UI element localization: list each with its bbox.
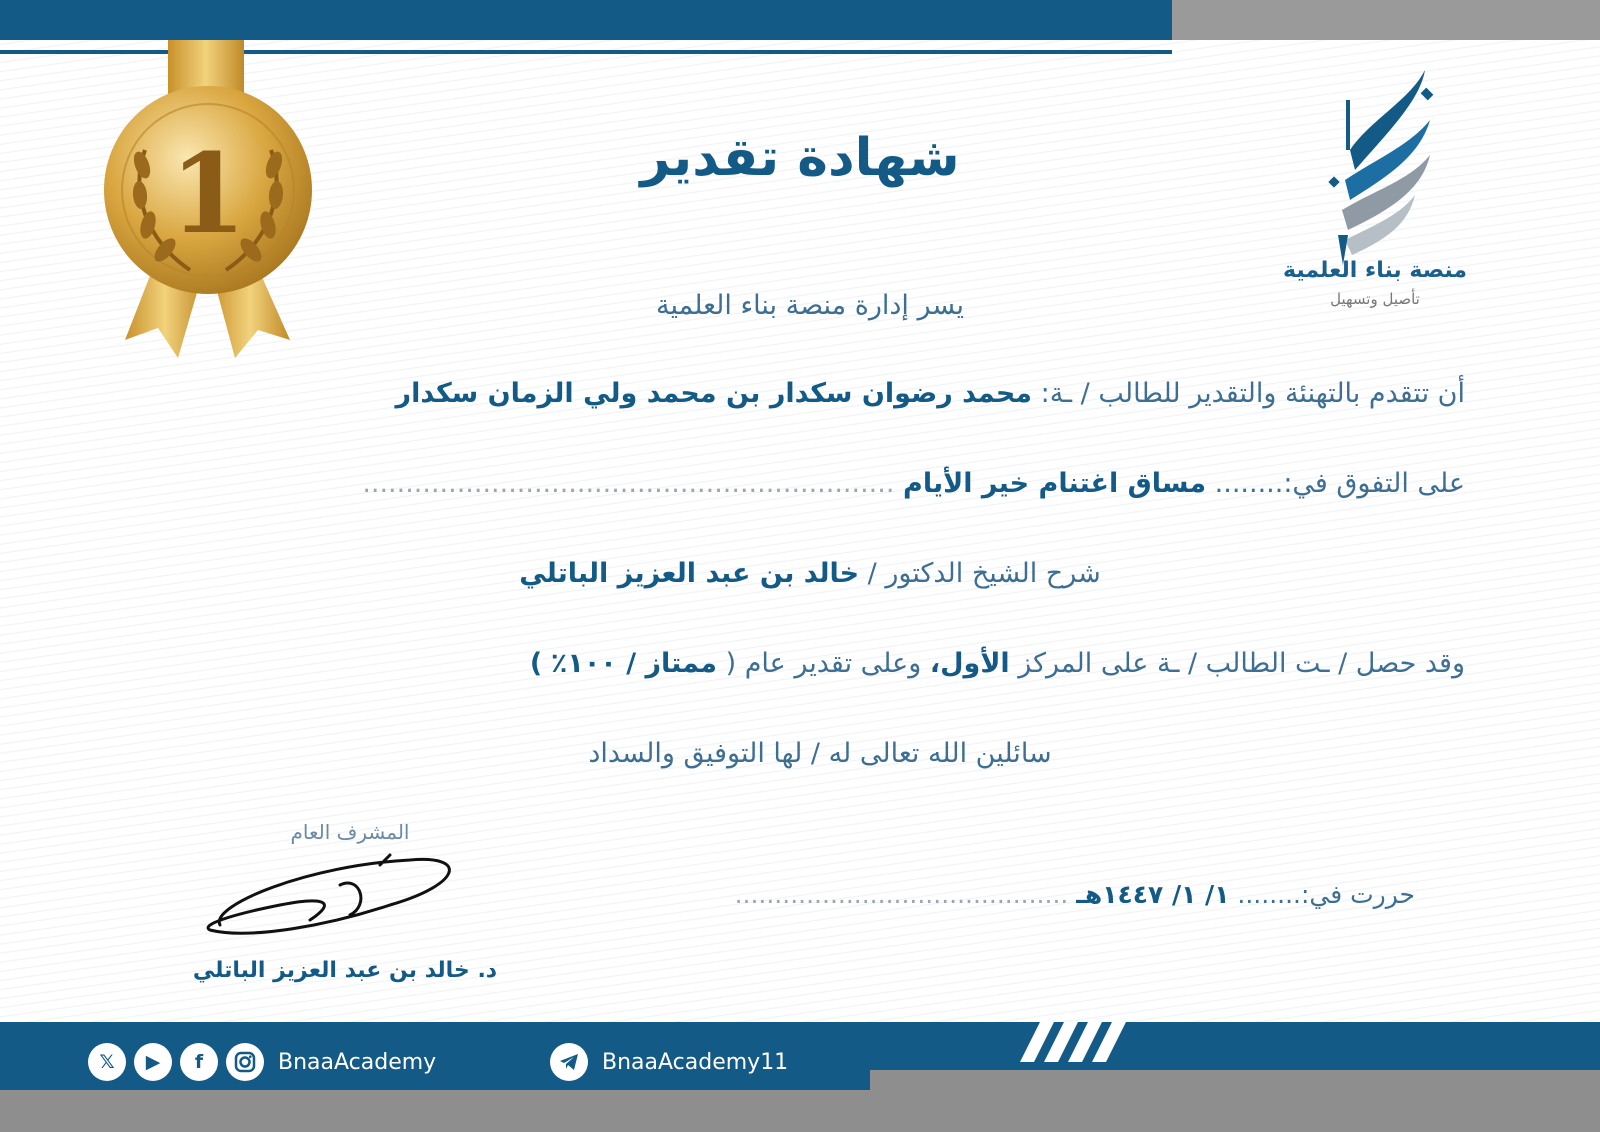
youtube-icon[interactable]: ▶	[134, 1043, 172, 1081]
telegram-icon[interactable]	[550, 1043, 588, 1081]
sheikh-prefix: شرح الشيخ الدكتور /	[867, 558, 1101, 589]
subject-prefix: على التفوق في:........	[1214, 468, 1465, 499]
grade-prefix: وقد حصل / ـت الطالب / ـة على المركز	[1018, 648, 1465, 679]
sheikh-name: خالد بن عبد العزيز الباتلي	[519, 558, 860, 589]
grade-value: ممتاز / ١٠٠٪	[550, 648, 717, 679]
supervisor-name: د. خالد بن عبد العزيز الباتلي	[192, 958, 498, 983]
footer-stripes-icon	[1020, 1022, 1130, 1072]
student-name: محمد رضوان سكدار بن محمد ولي الزمان سكدار	[395, 378, 1033, 409]
wish-line: سائلين الله تعالى له / لها التوفيق والسداد	[588, 738, 1052, 769]
subject-line	[220, 468, 1465, 499]
facebook-icon[interactable]: f	[180, 1043, 218, 1081]
date-dots: ..........................................	[734, 880, 1069, 909]
instagram-icon[interactable]	[226, 1043, 264, 1081]
grade-middle: وعلى تقدير عام (	[725, 648, 922, 679]
date-value: ١/ ١/ ١٤٤٧هـ	[1076, 880, 1230, 909]
telegram-handle[interactable]: BnaaAcademy11	[602, 1049, 789, 1075]
signature-icon	[190, 845, 470, 955]
student-prefix: أن تتقدم بالتهنئة والتقدير للطالب / ـة:	[1040, 378, 1465, 409]
social-handle[interactable]: BnaaAcademy	[278, 1049, 437, 1075]
platform-tagline: تأصيل وتسهيل	[1330, 290, 1420, 308]
supervisor-title: المشرف العام	[290, 820, 410, 844]
x-icon[interactable]: 𝕏	[88, 1043, 126, 1081]
medal-rank-number: 1	[169, 129, 247, 258]
gold-medal-icon	[100, 40, 330, 370]
date-line	[735, 880, 1415, 909]
grade-close: )	[529, 648, 543, 679]
top-bar-blue	[0, 0, 1172, 40]
certificate-title: شهادة تقدير	[640, 128, 960, 188]
footer-bar-gray	[0, 1090, 1600, 1132]
footer-step-gray	[870, 1070, 1600, 1090]
rank-value: الأول،	[929, 648, 1010, 679]
telegram-link	[550, 1040, 788, 1084]
social-links	[88, 1040, 436, 1084]
subject-name: مساق اغتنام خير الأيام	[903, 468, 1207, 499]
top-bar-gray	[1172, 0, 1600, 40]
subject-dots: ..............................................................	[362, 468, 895, 499]
grade-line	[530, 648, 1465, 679]
student-line	[396, 378, 1465, 409]
date-prefix: حررت في:........	[1237, 880, 1415, 909]
sheikh-line	[400, 558, 1220, 589]
platform-name: منصة بناء العلمية	[1283, 258, 1467, 283]
intro-line: يسر إدارة منصة بناء العلمية	[655, 290, 965, 321]
